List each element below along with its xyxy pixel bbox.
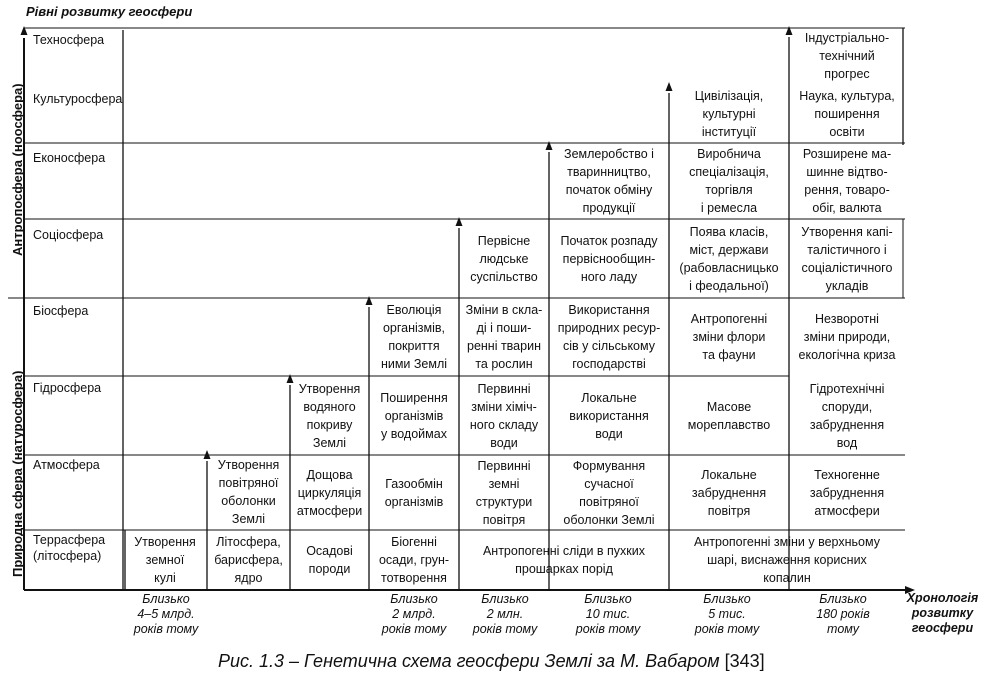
cell-c4-atmo: Газообмін організмів bbox=[384, 476, 444, 509]
cell-c6-bio: Використання природних ресур- сів у сільському господарстві bbox=[557, 303, 661, 371]
time-label: Близько 2 млрд. років тому bbox=[381, 592, 447, 636]
cell-c78-terra: Антропогенні зміни у верхньому шарі, виснаження корисних копалин bbox=[694, 535, 880, 585]
cell-c3-hydro: Утворення водяного покриву Землі bbox=[298, 381, 361, 450]
cell-c6-atmo: Формування сучасної повітряної оболонки Землі bbox=[563, 458, 655, 527]
cell-c2-atmo: Утворення повітряної оболонки Землі bbox=[217, 457, 280, 526]
cell-c7-culture: Цивілізація, культурні інституції bbox=[694, 88, 764, 139]
cell-c8-culture: Наука, культура, поширення освіти bbox=[799, 88, 895, 139]
cell-c6-socio: Початок розпаду первіснообщин- ного ладу bbox=[560, 233, 658, 284]
time-label: Близько 5 тис. років тому bbox=[694, 592, 760, 636]
cell-c7-econo: Виробнича спеціалізація, торгівля і ремесла bbox=[689, 147, 769, 215]
level-label: Біосфера bbox=[33, 304, 89, 318]
caption-reference: [343] bbox=[724, 651, 765, 671]
level-label: Техносфера bbox=[33, 33, 105, 47]
time-label: Близько 2 млн. років тому bbox=[472, 592, 538, 636]
cell-c4-bio: Еволюція організмів, покриття ними Землі bbox=[380, 303, 448, 371]
cell-c5-bio: Зміни в скла- ді і поши- ренні тварин та рослин bbox=[465, 303, 543, 371]
cell-c4-terra: Біогенні осади, грун- тотворення bbox=[378, 535, 450, 585]
time-label: Близько 4–5 млрд. років тому bbox=[133, 592, 199, 636]
natural-sphere-label: Природна сфера (натуросфера) bbox=[10, 370, 25, 577]
caption-text: Рис. 1.3 – Генетична схема геосфери Землі за М. Вабаром bbox=[218, 651, 720, 671]
cell-c8-socio: Утворення капі- талістичного і соціалістичного укладів bbox=[801, 224, 893, 293]
cell-c7-hydro: Масове мореплавство bbox=[687, 399, 771, 432]
figure-caption bbox=[218, 651, 765, 672]
cell-c7-bio: Антропогенні зміни флори та фауни bbox=[690, 312, 768, 362]
time-label: Близько 10 тис. років тому bbox=[575, 592, 641, 636]
cell-c7-atmo: Локальне забруднення повітря bbox=[691, 467, 767, 518]
level-label: Гідросфера bbox=[33, 381, 102, 395]
y-axis-arrow bbox=[21, 26, 28, 35]
cell-c8-econo: Розширене ма- шинне відтво- рення, товаро- обіг, валюта bbox=[802, 147, 892, 215]
level-label: Культуросфера bbox=[33, 92, 123, 106]
cell-c8-techno: Індустріально- технічний прогрес bbox=[804, 31, 890, 81]
cell-c5-atmo: Первинні земні структури повітря bbox=[475, 458, 533, 527]
cell-c8-atmo: Техногенне забруднення атмосфери bbox=[809, 467, 885, 518]
cell-c8-hydro: Гідротехнічні споруди, забруднення вод bbox=[809, 381, 885, 450]
cell-c1-terra: Утворення земної кулі bbox=[134, 535, 196, 585]
level-label: Террасфера (літосфера) bbox=[33, 533, 106, 563]
cell-c5-hydro: Первинні зміни хіміч- ного складу води bbox=[469, 381, 539, 450]
cell-c2-terra: Літосфера, барисфера, ядро bbox=[214, 535, 283, 585]
cell-c4-hydro: Поширення організмів у водоймах bbox=[380, 390, 448, 441]
x-axis-title: Хронологія розвитку геосфери bbox=[906, 591, 979, 635]
anthroposphere-label: Антропосфера (ноосфера) bbox=[10, 83, 25, 256]
level-label: Атмосфера bbox=[33, 458, 100, 472]
cell-c3-terra: Осадові породи bbox=[306, 544, 353, 576]
level-label: Соціосфера bbox=[33, 228, 104, 242]
time-label: Близько 180 років тому bbox=[816, 592, 870, 636]
cell-c5-socio: Первісне людське суспільство bbox=[470, 233, 538, 284]
cell-c7-socio: Поява класів, міст, держави (рабовласницько i феодальної) bbox=[679, 224, 779, 293]
y-axis-title: Рівні розвитку геосфери bbox=[26, 4, 193, 19]
cell-c6-hydro: Локальне використання води bbox=[569, 390, 649, 441]
cell-c56-terra: Антропогенні сліди в пухких прошарках порід bbox=[482, 544, 646, 576]
level-label: Еконосфера bbox=[33, 151, 106, 165]
cell-c3-atmo: Дощова циркуляція атмосфери bbox=[296, 467, 363, 518]
cell-c6-econo: Землеробство і тваринництво, початок обміну продукції bbox=[564, 147, 654, 215]
cell-c8-bio: Незворотні зміни природи, екологічна криза bbox=[798, 312, 896, 362]
